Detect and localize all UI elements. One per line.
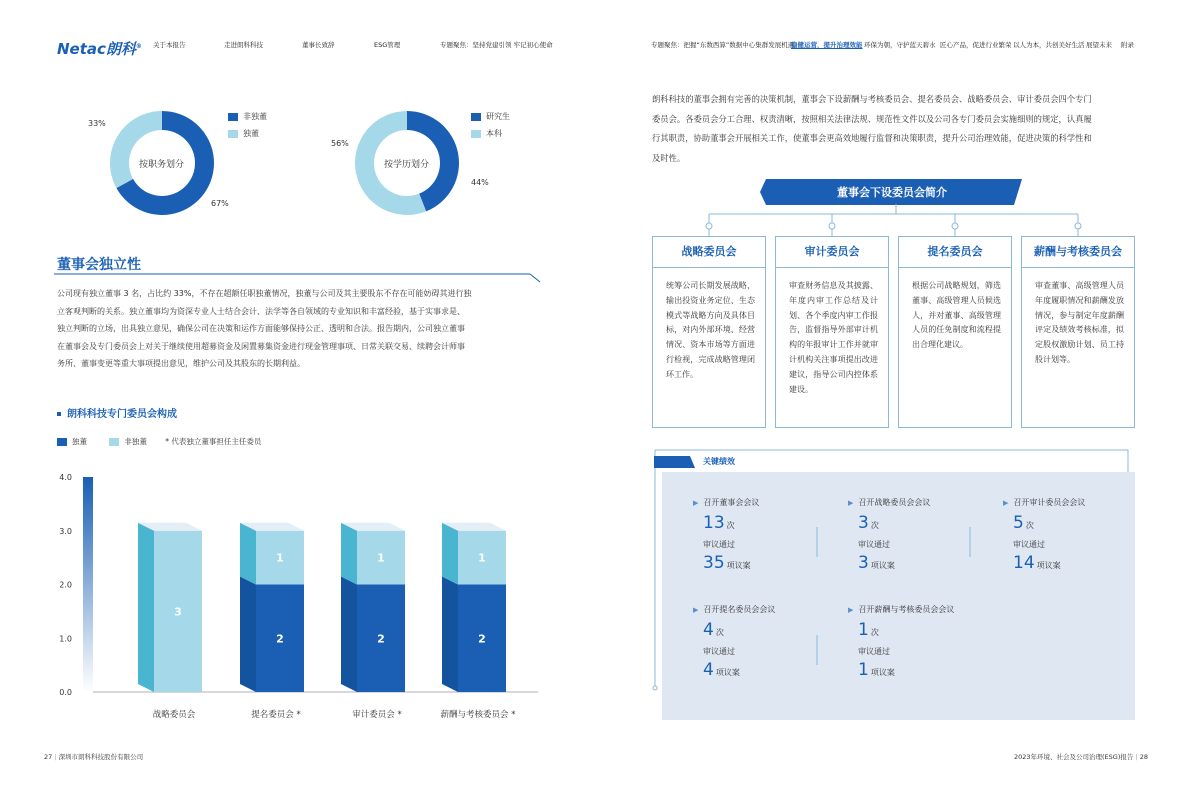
page-number-right: 28 <box>1139 753 1148 761</box>
donut-position-label: 按职务划分 <box>139 160 185 170</box>
bar-value-label: 2 <box>377 632 385 646</box>
y-tick-label: 0.0 <box>59 688 72 697</box>
committee-card-desc: 审查董事、高级管理人员年度履职情况和薪酬发放情况，参与制定年度薪酬评定及绩效考核标准，拟定股权激励计划、员工持股计划等。 <box>1035 281 1124 364</box>
kpi-item-count: 5 <box>1013 513 1024 533</box>
committee-bar-chart <box>40 465 540 725</box>
nav-item-product[interactable]: 匠心产品，促进行业繁荣 <box>940 41 1012 49</box>
y-tick-label: 2.0 <box>59 580 72 590</box>
x-category-label: 审计委员会 * <box>352 710 402 720</box>
kpi-item: ▶ 召开董事会会议 13 次 审议通过 35 项议案 <box>693 498 760 573</box>
committee-card-title: 战略委员会 <box>652 236 766 268</box>
kpi-item-bills: 4 <box>703 660 714 680</box>
chart-note: * 代表独立董事担任主任委员 <box>165 437 262 446</box>
legend-item: 独董 <box>228 128 267 139</box>
legend-item: 研究生 <box>471 111 510 122</box>
bar-value-label: 3 <box>174 605 182 619</box>
donut-education-label: 按学历划分 <box>384 160 430 170</box>
committee-chart-title: 朗科科技专门委员会构成 <box>57 405 177 420</box>
committee-chart-legend: 独董 非独董 * 代表独立董事担任主任委员 <box>57 436 261 447</box>
kpi-item-approved-label: 审议通过 <box>703 647 735 656</box>
committee-card-title: 提名委员会 <box>898 236 1012 268</box>
nav-item-about-company[interactable]: 走进朗科科技 <box>224 41 263 49</box>
kpi-item: ▶ 召开提名委员会会议 4 次 审议通过 4 项议案 <box>693 605 776 680</box>
donut-position-pct-independent: 33% <box>88 119 106 128</box>
bar-value-label: 2 <box>276 632 284 646</box>
bar-side <box>442 577 458 693</box>
committee-card-nomination <box>898 236 1012 428</box>
nav-item-governance[interactable]: 稳健运营，提升治理效能 <box>791 41 863 49</box>
kpi-item-label: ▶ 召开提名委员会会议 <box>693 605 776 614</box>
donut-position-pct-nonindependent: 67% <box>211 199 229 208</box>
kpi-item-bills: 14 <box>1013 553 1035 573</box>
donut-education-pct-grad: 44% <box>471 178 489 187</box>
kpi-item-label: ▶ 召开战略委员会会议 <box>848 498 931 507</box>
committee-card-desc: 统筹公司长期发展战略，输出投资业务定位、生态模式等战略方向及具体目标，对内外部环境、经营情况、资本市场等方面进行检视，完成战略管理闭环工作。 <box>666 281 755 379</box>
legend-item: 非独董 <box>228 111 267 122</box>
donut-slice <box>110 111 162 188</box>
donut-education-pct-undergrad: 56% <box>331 139 349 148</box>
x-category-label: 薪酬与考核委员会 * <box>440 710 516 720</box>
kpi-item-label: ▶ 召开审计委员会会议 <box>1003 498 1086 507</box>
company-logo: Netac朗科® <box>57 40 142 58</box>
kpi-item: ▶ 召开战略委员会会议 3 次 审议通过 3 项议案 <box>848 498 931 573</box>
donut-education-legend <box>471 111 510 139</box>
bar-value-label: 1 <box>276 551 284 565</box>
kpi-title: 关键绩效 <box>703 457 735 466</box>
kpi-item: ▶ 召开审计委员会会议 5 次 审议通过 14 项议案 <box>1003 498 1086 573</box>
bar-side <box>341 523 357 585</box>
nav-item-appendix[interactable]: 附录 <box>1121 41 1134 49</box>
independence-text: 公司现有独立董事 3 名，占比约 33%，不存在超额任职独董情况，独董与公司及其主要股东不存在可能妨碍其进行独 立客观判断的关系。独立董事均为资深专业人士结合会计、法学等各自领域的专业知识和丰富经验，基于实事求是、 独立判断的立场，出具独立意见，确保公司在决策和运作方面能够保持公正、透明和合法。报告期内，公司独立董事 在董事会及专门委员会上对关于继续使用超募资金及闲置募集资金进行现金管理事项、日常关联交易、续聘会计师事 务所、董事变更等重大事项提出意见，维护公司及其股东的长期利益。 <box>57 289 472 368</box>
title-underline <box>54 272 544 284</box>
kpi-item-approved-label: 审议通过 <box>858 647 890 656</box>
nav-item-topic-data[interactable]: 专题聚焦：把握“东数西算”数据中心集群发展机遇 <box>651 41 795 49</box>
nav-item-future[interactable]: 展望未来 <box>1086 41 1112 49</box>
kpi-item: ▶ 召开薪酬与考核委员会会议 1 次 审议通过 1 项议案 <box>848 605 955 680</box>
bar-side <box>240 577 256 693</box>
committee-card-strategy <box>652 236 766 428</box>
footer-left: 27 | 深圳市朗科科技股份有限公司 <box>44 753 144 761</box>
committee-card-title: 薪酬与考核委员会 <box>1021 236 1135 268</box>
nav-item-about-report[interactable]: 关于本报告 <box>153 41 186 49</box>
nav-item-chairman[interactable]: 董事长致辞 <box>302 41 335 49</box>
kpi-item-approved-label: 审议通过 <box>858 540 890 549</box>
committee-card-audit <box>775 236 889 428</box>
nav-item-environment[interactable]: 环保为朝，守护蓝天碧水 <box>864 41 936 49</box>
kpi-item-count: 3 <box>858 513 869 533</box>
page-number-left: 27 <box>44 753 53 761</box>
bar-value-label: 2 <box>478 632 486 646</box>
x-category-label: 战略委员会 <box>152 710 196 720</box>
kpi-item-count: 4 <box>703 620 714 640</box>
kpi-item-label: ▶ 召开董事会会议 <box>693 498 760 507</box>
kpi-item-bills: 35 <box>703 553 725 573</box>
bar-side <box>341 577 357 693</box>
bar-value-label: 1 <box>377 551 385 565</box>
committee-card-title: 审计委员会 <box>775 236 889 268</box>
nav-item-topic-party[interactable]: 专题聚焦：坚持党建引领 牢记初心使命 <box>440 41 553 49</box>
nav-item-esg[interactable]: ESG管理 <box>374 41 401 49</box>
bar-side <box>240 523 256 585</box>
kpi-item-count: 13 <box>703 513 725 533</box>
y-tick-label: 1.0 <box>59 634 72 644</box>
kpi-item-approved-label: 审议通过 <box>1013 540 1045 549</box>
committee-card-desc: 根据公司战略规划，筛选董事、高级管理人员候选人，并对董事、高级管理人员的任免制度和流程提出合理化建议。 <box>912 281 1001 350</box>
kpi-item-bills: 1 <box>858 660 869 680</box>
bar-side <box>138 523 154 692</box>
y-tick-label: 4.0 <box>59 473 72 482</box>
independence-title: 董事会独立性 <box>57 257 141 273</box>
committee-card-remuneration <box>1021 236 1135 428</box>
legend-item: 本科 <box>471 128 510 139</box>
x-category-label: 提名委员会 * <box>251 710 301 720</box>
y-axis <box>83 477 93 692</box>
kpi-item-label: ▶ 召开薪酬与考核委员会会议 <box>848 605 955 614</box>
committees-intro: 朗科科技的董事会拥有完善的决策机制，董事会下设薪酬与考核委员会、提名委员会、战略委员会、审计委员会四个专门 委员会。各委员会分工合理、权责清晰，按照相关法律法规、规范性文件以及公司各专门委员会实施细则的规定，认真履 行其职责，协助董事会开展相关工作，使董事会更高效地履行监督和决策职责，提升公司治理效能，促进决策的科学性和 及时性。 <box>652 94 1092 163</box>
connector-lines <box>650 204 1150 238</box>
footer-right: 2023年环境、社会及公司治理(ESG)报告 | 28 <box>1013 753 1148 761</box>
bar-value-label: 1 <box>478 551 486 565</box>
committee-card-desc: 审查财务信息及其披露、年度内审工作总结及计划、各个季度内审工作报告，监督指导外部审计机构的年报审计工作并就审计机构关注事项提出改进建议，指导公司内控体系建设。 <box>789 281 878 394</box>
donut-position-legend <box>228 111 267 139</box>
kpi-item-count: 1 <box>858 620 869 640</box>
y-tick-label: 3.0 <box>59 526 72 536</box>
kpi-item-bills: 3 <box>858 553 869 573</box>
bar-side <box>442 523 458 585</box>
nav-item-people[interactable]: 以人为本，共创美好生活 <box>1013 41 1085 49</box>
kpi-item-approved-label: 审议通过 <box>703 540 735 549</box>
committees-banner-title: 董事会下设委员会简介 <box>837 186 947 199</box>
